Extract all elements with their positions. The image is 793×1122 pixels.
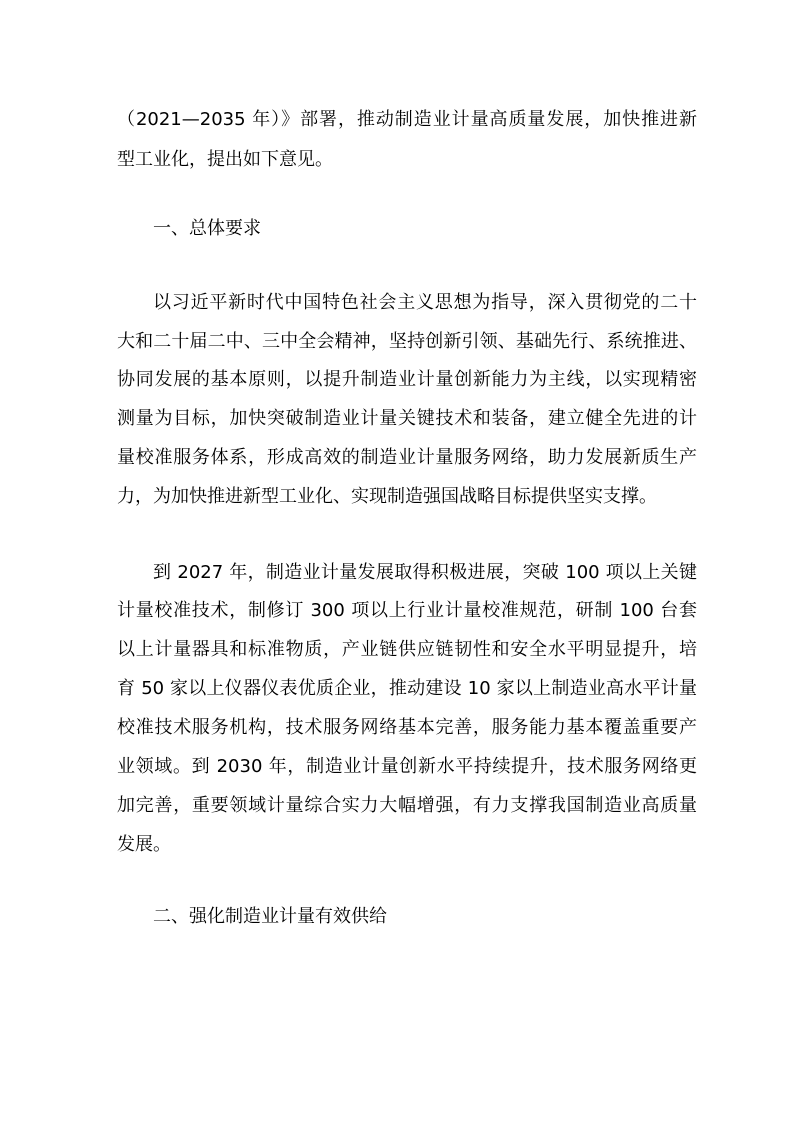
text-line-11: 以上计量器具和标准物质，产业链供应链韧性和安全水平明显提升，培 <box>117 639 697 660</box>
text-line-3: 以习近平新时代中国特色社会主义思想为指导，深入贯彻党的二十 <box>153 292 697 313</box>
text-line-7: 量校准服务体系，形成高效的制造业计量服务网络，助力发展新质生产 <box>117 447 697 468</box>
text-line-4: 大和二十届二中、三中全会精神，坚持创新引领、基础先行、系统推进、 <box>117 331 697 352</box>
text-line-2: 型工业化，提出如下意见。 <box>117 149 333 170</box>
text-line-6: 测量为目标，加快突破制造业计量关键技术和装备，建立健全先进的计 <box>117 408 697 429</box>
text-line-10: 计量校准技术，制修订 300 项以上行业计量校准规范，研制 100 台套 <box>117 600 697 621</box>
text-line-15: 加完善，重要领域计量综合实力大幅增强，有力支撑我国制造业高质量 <box>117 795 697 816</box>
text-line-8: 力，为加快推进新型工业化、实现制造强国战略目标提供坚实支撑。 <box>117 486 657 507</box>
text-line-13: 校准技术服务机构，技术服务网络基本完善，服务能力基本覆盖重要产 <box>117 717 697 738</box>
section-heading-1: 一、总体要求 <box>153 218 261 239</box>
text-line-5: 协同发展的基本原则，以提升制造业计量创新能力为主线，以实现精密 <box>117 369 697 390</box>
section-heading-2: 二、强化制造业计量有效供给 <box>153 906 387 927</box>
text-line-16: 发展。 <box>117 834 171 855</box>
text-line-14: 业领域。到 2030 年，制造业计量创新水平持续提升，技术服务网络更 <box>117 756 697 777</box>
text-line-1: （2021—2035 年）》部署，推动制造业计量高质量发展，加快推进新 <box>117 109 697 130</box>
text-line-12: 育 50 家以上仪器仪表优质企业，推动建设 10 家以上制造业高水平计量 <box>117 678 697 699</box>
text-line-9: 到 2027 年，制造业计量发展取得积极进展，突破 100 项以上关键 <box>153 562 697 583</box>
